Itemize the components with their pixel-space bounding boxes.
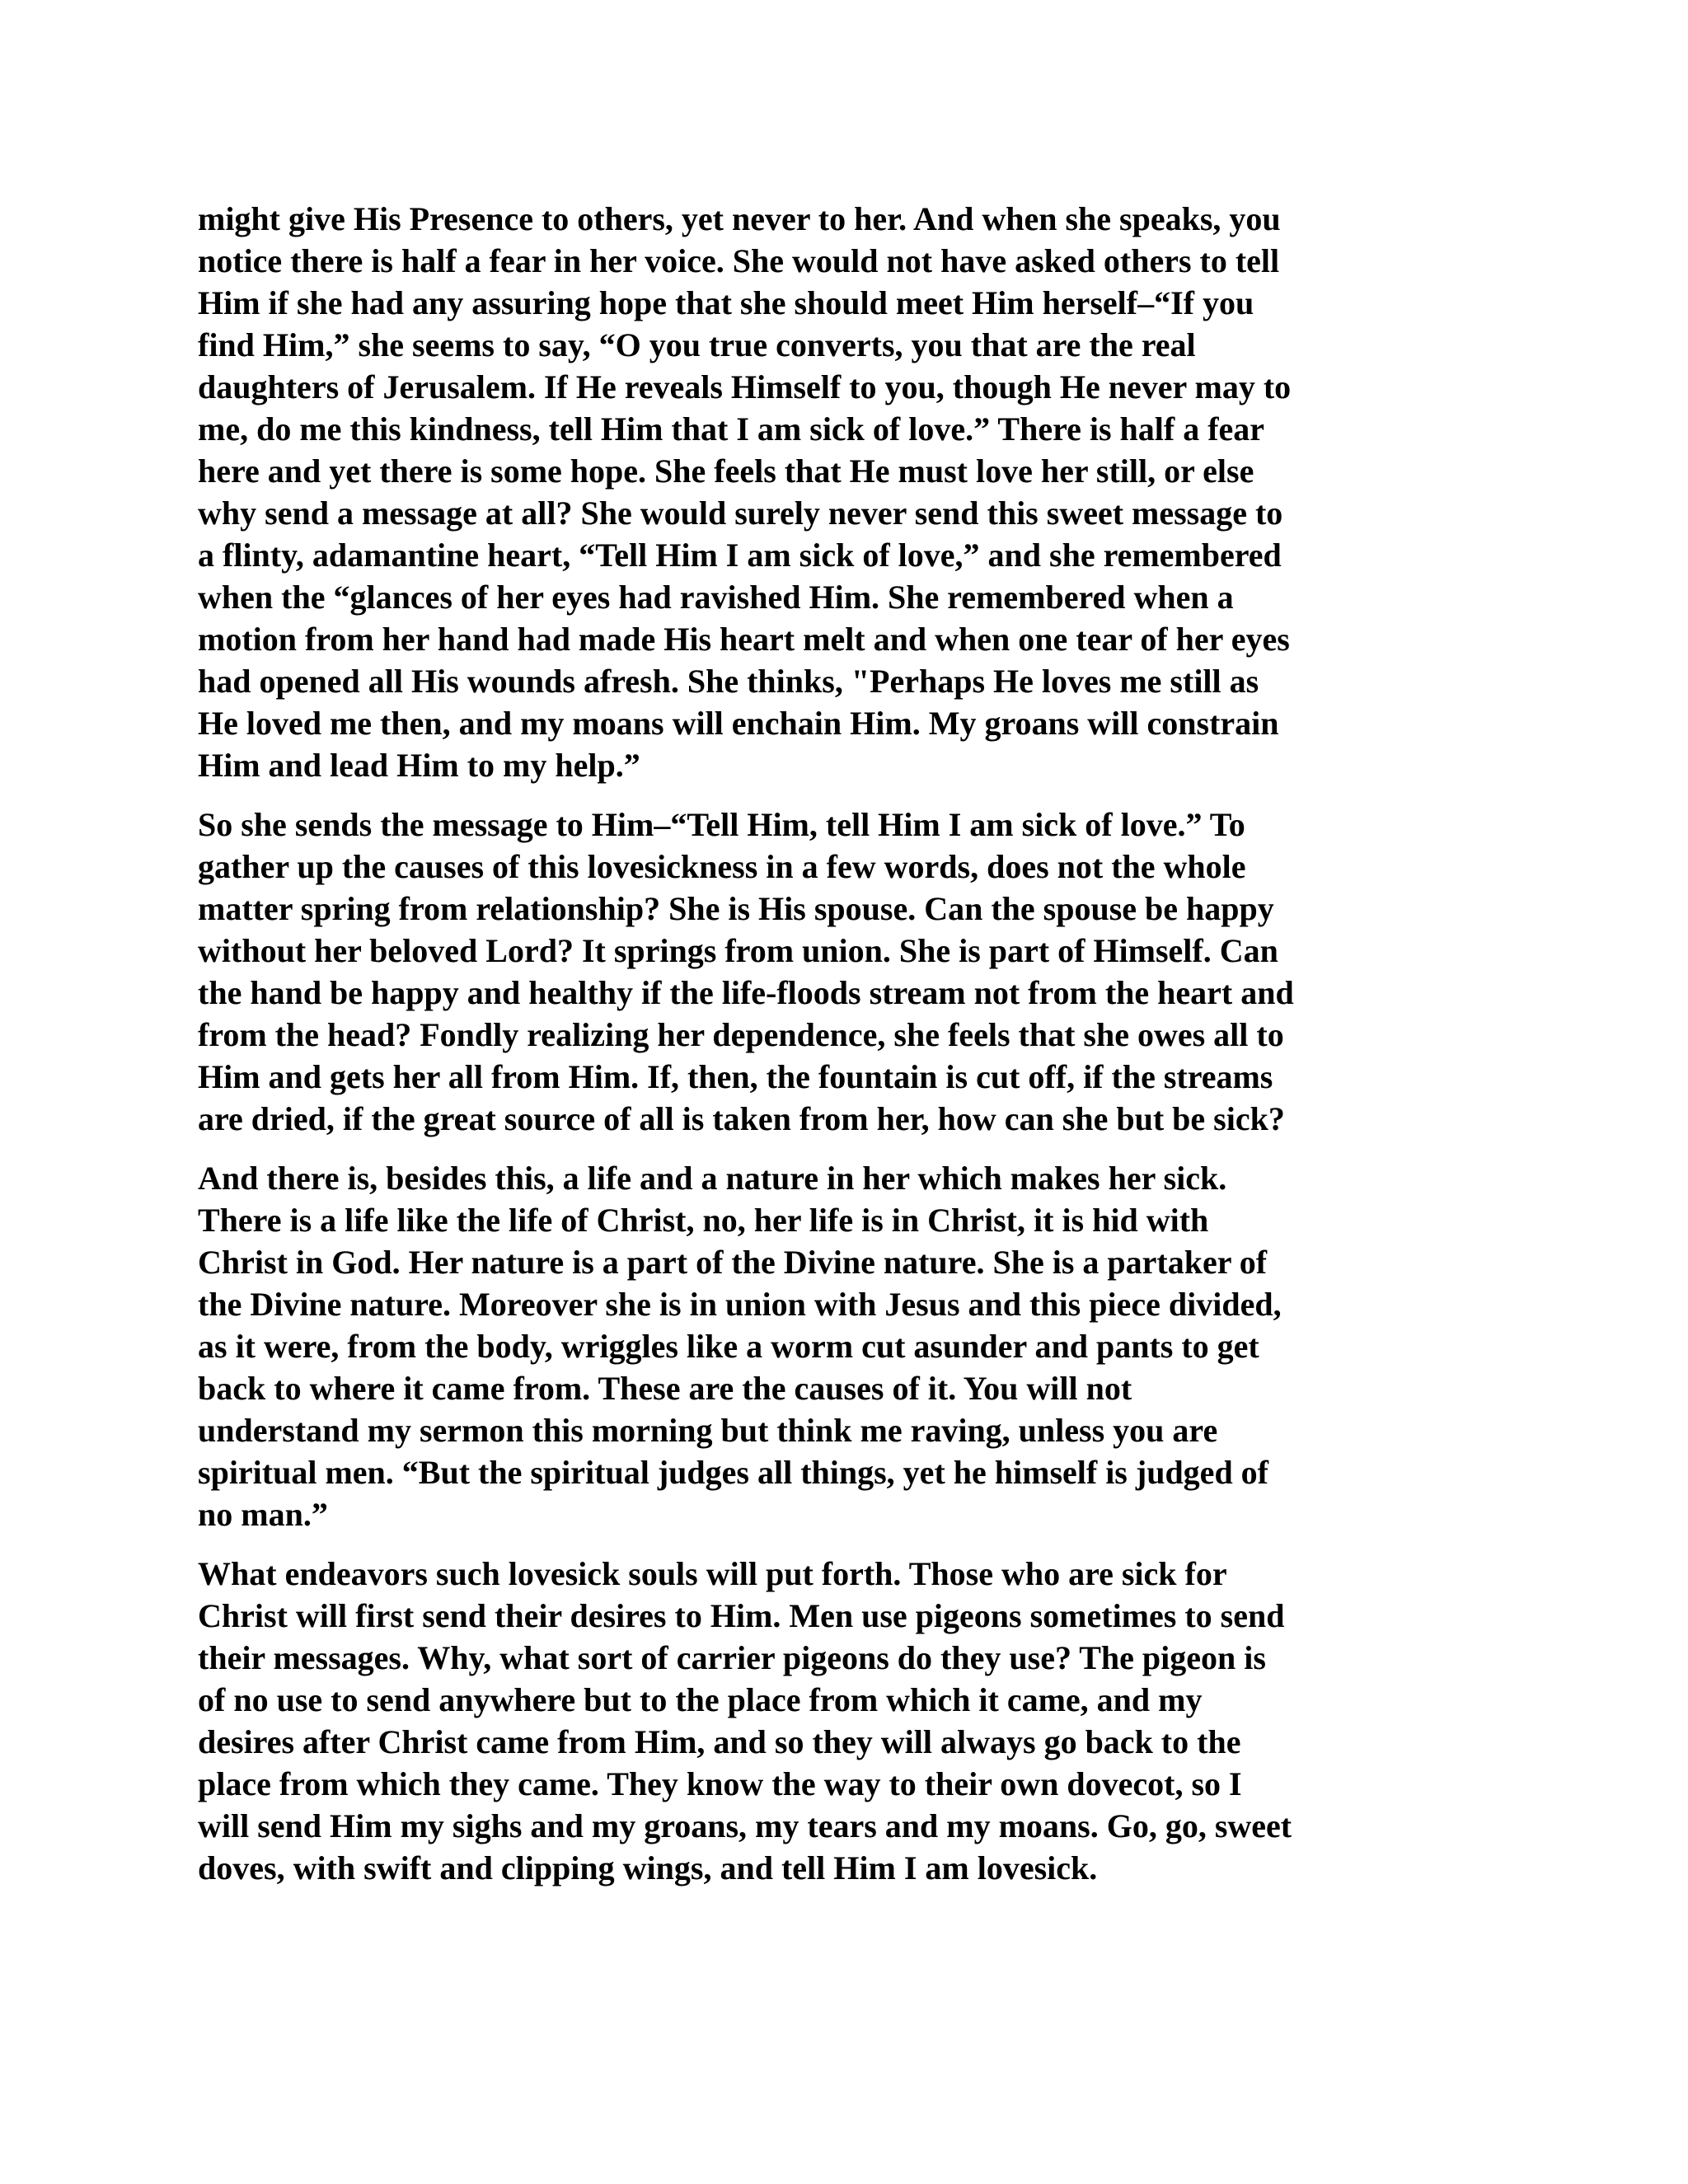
text-line: of no use to send anywhere but to the place from which it came, and my (198, 1681, 1203, 1718)
document-page (198, 198, 1484, 1906)
text-line: from the head? Fondly realizing her dependence, she feels that she owes all to (198, 1016, 1284, 1053)
text-line: place from which they came. They know the way to their own dovecot, so I (198, 1765, 1242, 1802)
paragraph-1 (198, 198, 1484, 786)
text-line: will send Him my sighs and my groans, my tears and my moans. Go, go, sweet (198, 1807, 1292, 1844)
text-line: had opened all His wounds afresh. She thinks, "Perhaps He loves me still as (198, 663, 1259, 700)
text-line: here and yet there is some hope. She feels that He must love her still, or else (198, 452, 1254, 490)
text-line: desires after Christ came from Him, and so they will always go back to the (198, 1723, 1241, 1760)
text-line: Christ in God. Her nature is a part of the Divine nature. She is a partaker of (198, 1244, 1268, 1281)
text-line: gather up the causes of this lovesickness in a few words, does not the whole (198, 848, 1246, 885)
text-line: their messages. Why, what sort of carrier pigeons do they use? The pigeon is (198, 1639, 1266, 1676)
text-line: doves, with swift and clipping wings, and tell Him I am lovesick. (198, 1849, 1098, 1886)
text-line: He loved me then, and my moans will enchain Him. My groans will constrain (198, 705, 1279, 742)
text-line: notice there is half a fear in her voice. She would not have asked others to tell (198, 242, 1280, 279)
text-line: So she sends the message to Him–“Tell Him, tell Him I am sick of love.” To (198, 806, 1245, 843)
text-line: me, do me this kindness, tell Him that I am sick of love.” There is half a fear (198, 410, 1265, 448)
text-line: find Him,” she seems to say, “O you true converts, you that are the real (198, 326, 1196, 363)
text-line: why send a message at all? She would surely never send this sweet message to (198, 494, 1283, 532)
text-line: Him if she had any assuring hope that she should meet Him herself–“If you (198, 284, 1254, 321)
text-line: Christ will first send their desires to Him. Men use pigeons sometimes to send (198, 1597, 1285, 1634)
text-line: matter spring from relationship? She is His spouse. Can the spouse be happy (198, 890, 1274, 927)
paragraph-2 (198, 804, 1484, 1140)
paragraph-3 (198, 1157, 1484, 1535)
text-line: back to where it came from. These are the causes of it. You will not (198, 1370, 1132, 1407)
text-line: Him and gets her all from Him. If, then, the fountain is cut off, if the streams (198, 1058, 1273, 1095)
text-line: spiritual men. “But the spiritual judges all things, yet he himself is judged of (198, 1454, 1269, 1491)
text-line: might give His Presence to others, yet never to her. And when she speaks, you (198, 200, 1281, 237)
text-line: as it were, from the body, wriggles like a worm cut asunder and pants to get (198, 1328, 1259, 1365)
text-line: motion from her hand had made His heart melt and when one tear of her eyes (198, 621, 1290, 658)
text-line: when the “glances of her eyes had ravished Him. She remembered when a (198, 579, 1234, 616)
text-line: daughters of Jerusalem. If He reveals Himself to you, though He never may to (198, 368, 1292, 405)
text-line: Him and lead Him to my help.” (198, 747, 640, 784)
text-line: the Divine nature. Moreover she is in union with Jesus and this piece divided, (198, 1286, 1282, 1323)
text-line: And there is, besides this, a life and a nature in her which makes her sick. (198, 1160, 1227, 1197)
text-line: are dried, if the great source of all is taken from her, how can she but be sick? (198, 1100, 1285, 1137)
paragraph-4 (198, 1553, 1484, 1889)
text-line: without her beloved Lord? It springs from union. She is part of Himself. Can (198, 932, 1278, 969)
text-line: a flinty, adamantine heart, “Tell Him I am sick of love,” and she remembered (198, 537, 1282, 574)
text-line: understand my sermon this morning but think me raving, unless you are (198, 1412, 1218, 1449)
text-line: There is a life like the life of Christ, no, her life is in Christ, it is hid with (198, 1202, 1209, 1239)
text-line: the hand be happy and healthy if the life-floods stream not from the heart and (198, 974, 1294, 1011)
text-line: What endeavors such lovesick souls will put forth. Those who are sick for (198, 1555, 1227, 1592)
text-line: no man.” (198, 1496, 328, 1533)
